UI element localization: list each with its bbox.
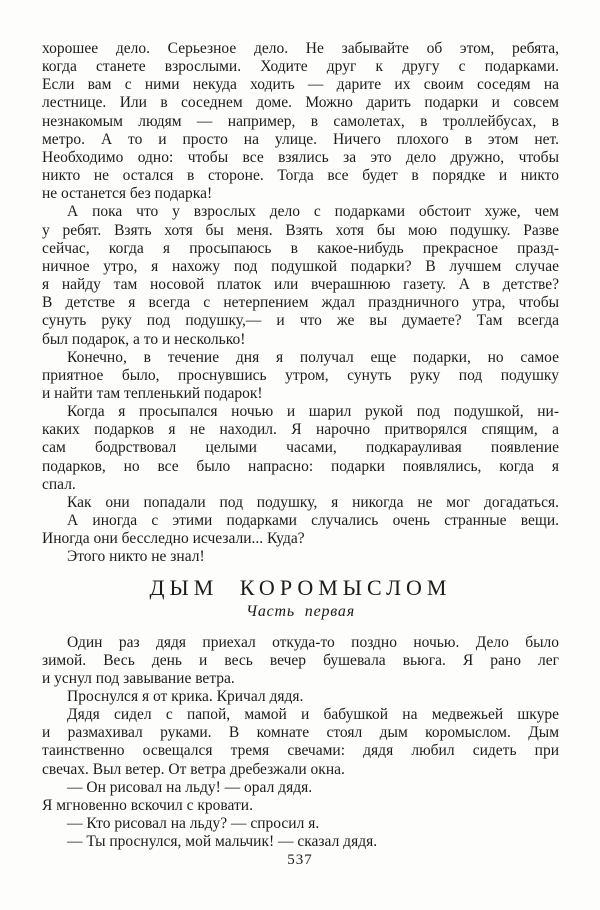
text-line: подарков, но все было напрасно: подарки появлялись, когда я (42, 457, 559, 475)
chapter-title: ДЫМ КОРОМЫСЛОМ (149, 574, 452, 600)
paragraph (42, 203, 559, 348)
text-line: приятное было, проснувшись утром, сунуть руку под подушку (42, 366, 559, 384)
text-line: Как они попадали под подушку, я никогда не мог догадаться. (67, 493, 559, 511)
paragraph (42, 494, 559, 512)
chapter-subtitle: Часть первая (246, 602, 355, 620)
paragraph (42, 688, 559, 706)
paragraph (42, 548, 559, 566)
text-line: сам бодрствовал целыми часами, подкарауливая появление (42, 439, 559, 457)
text-line: Конечно, в течение дня я получал еще подарки, но самое (67, 348, 559, 366)
text-line: Дядя сидел с папой, мамой и бабушкой на медвежьей шкуре (67, 706, 559, 724)
text-line: я найду там носовой платок или вчерашнюю газету. А в детстве? (42, 276, 559, 294)
text-line: был подарок, а то и несколько! (42, 330, 246, 348)
text-line: — Он рисовал на льду! — орал дядя. (67, 778, 313, 796)
text-line: А иногда с этими подарками случались очень странные вещи. (67, 512, 559, 530)
text-line: и найти там тепленький подарок! (42, 384, 263, 402)
text-line: Когда я просыпался ночью и шарил рукой под подушкой, ни- (67, 403, 559, 421)
text-line: Я мгновенно вскочил с кровати. (42, 796, 253, 814)
text-line: А пока что у взрослых дело с подарками обстоит хуже, чем (67, 203, 559, 221)
text-line: зимой. Весь день и весь вечер бушевала вьюга. Я рано лег (42, 651, 559, 669)
paragraph (42, 40, 559, 203)
text-line: Если вам с ними некуда ходить — дарите их своим соседям на (42, 76, 559, 94)
text-line: Иногда они бесследно исчезали... Куда? (42, 530, 305, 548)
text-line: свечах. Выл ветер. От ветра дребезжали окна. (42, 760, 345, 778)
text-line: Проснулся я от крика. Кричал дядя. (67, 688, 304, 705)
text-line: ничное утро, я нахожу под подушкой подарки? В лучшем случае (42, 257, 559, 275)
chapter-body (42, 634, 559, 852)
dialogue-line (42, 815, 559, 833)
text-line: никто не остался в стороне. Тогда все будет в порядке и никто (42, 167, 559, 185)
text-line: В детстве я всегда с нетерпением ждал праздничного утра, чтобы (42, 294, 559, 312)
paragraph (42, 797, 559, 815)
text-line: сейчас, когда я просыпаюсь в какое-нибудь прекрасное празд- (42, 239, 559, 257)
text-line: лестнице. Или в соседнем доме. Можно дарить подарки и совсем (42, 94, 559, 112)
text-line: — Ты проснулся, мой мальчик! — сказал дядя. (67, 833, 378, 851)
text-line: незнакомым людям — например, в самолетах, в троллейбусах, в (42, 112, 559, 130)
text-line: спал. (42, 475, 76, 493)
text-line: у ребят. Взять хотя бы меня. Взять хотя бы мою подушку. Разве (42, 221, 559, 239)
text-line: сунуть руку под подушку,— и что же вы думаете? Там всегда (42, 312, 559, 330)
chapter-heading (42, 575, 559, 620)
dialogue-line (42, 833, 559, 851)
text-line: метро. А то и просто на улице. Ничего плохого в этом нет. (42, 130, 559, 148)
page-text (42, 40, 559, 851)
text-line: таинственно освещался тремя свечами: дядя любил сидеть при (42, 742, 559, 760)
paragraph (42, 349, 559, 403)
paragraph (42, 634, 559, 688)
text-line: — Кто рисовал на льду? — спросил я. (67, 815, 320, 833)
paragraph (42, 706, 559, 779)
text-line: хорошее дело. Серьезное дело. Не забывайте об этом, ребята, (42, 40, 559, 57)
text-line: Необходимо одно: чтобы все взялись за это дело дружно, чтобы (42, 148, 559, 166)
text-line: Один раз дядя приехал откуда-то поздно ночью. Дело было (67, 633, 559, 651)
text-line: Этого никто не знал! (67, 548, 205, 566)
paragraph (42, 403, 559, 494)
text-line: и размахивал руками. В комнате стоял дым коромыслом. Дым (42, 724, 559, 742)
text-line: не останется без подарка! (42, 185, 213, 203)
text-line: каких подарков я не находил. Я нарочно притворялся спящим, а (42, 421, 559, 439)
text-line: когда станете взрослыми. Ходите друг к другу с подарками. (42, 58, 559, 76)
page-number: 537 (287, 852, 313, 868)
paragraph (42, 512, 559, 548)
dialogue-line (42, 779, 559, 797)
text-line: и уснул под завывание ветра. (42, 669, 235, 687)
